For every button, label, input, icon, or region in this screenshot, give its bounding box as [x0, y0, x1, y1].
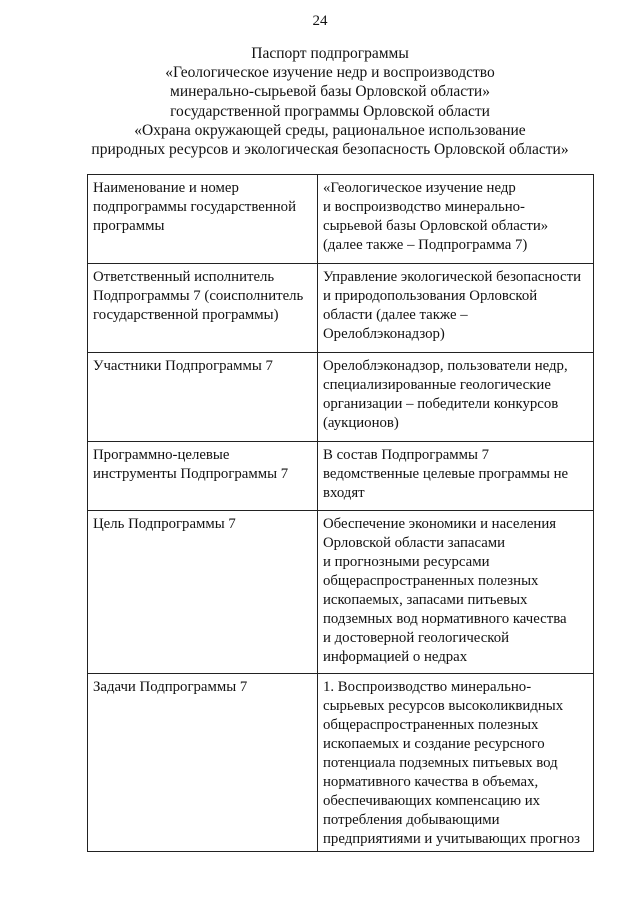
row-value: Обеспечение экономики и населения Орловской области запасами и прогнозными ресурсами общераспространенных полезных ископаемых, запасами питьевых подземных вод нормативного качества и достоверной геологической информацией о недрах: [323, 516, 567, 665]
passport-table: [87, 174, 594, 852]
heading-line: государственной программы Орловской области: [170, 102, 490, 120]
row-value: «Геологическое изучение недр и воспроизводство минерально- сырьевой базы Орловской области» (далее также – Подпрограмма 7): [323, 180, 549, 253]
row-value-cell: [318, 442, 594, 511]
row-label-cell: [88, 511, 318, 674]
row-label-cell: [88, 264, 318, 353]
table-row: [88, 353, 594, 442]
row-label: Задачи Подпрограммы 7: [93, 679, 248, 695]
row-label: Участники Подпрограммы 7: [93, 358, 273, 374]
document-heading: [60, 44, 600, 159]
row-value: 1. Воспроизводство минерально- сырьевых ресурсов высоколиквидных общераспространенных полезных ископаемых и создание ресурсного потенциала подземных питьевых вод нормативного качества в объемах, обеспечивающих компенсацию их потребления добывающими предприятиями и учитывающих прогноз: [323, 679, 580, 847]
table-row: [88, 175, 594, 264]
row-label: Цель Подпрограммы 7: [93, 516, 236, 532]
heading-line: природных ресурсов и экологическая безопасность Орловской области»: [91, 141, 569, 159]
row-value: Управление экологической безопасности и природопользования Орловской области (далее также – Орелоблэконадзор): [323, 269, 581, 342]
row-label-cell: [88, 674, 318, 852]
row-value-cell: [318, 175, 594, 264]
heading-line: минерально-сырьевой базы Орловской области»: [170, 83, 490, 101]
heading-line: «Геологическое изучение недр и воспроизводство: [165, 64, 495, 82]
table-row: [88, 264, 594, 353]
row-value-cell: [318, 511, 594, 674]
row-label: Программно-целевые инструменты Подпрограммы 7: [93, 447, 289, 482]
row-label-cell: [88, 175, 318, 264]
heading-line: Паспорт подпрограммы: [251, 45, 409, 62]
table-row: [88, 674, 594, 852]
table-row: [88, 511, 594, 674]
row-value-cell: [318, 674, 594, 852]
row-value: В состав Подпрограммы 7 ведомственные целевые программы не входят: [323, 447, 569, 501]
row-value-cell: [318, 353, 594, 442]
row-value-cell: [318, 264, 594, 353]
page-number: 24: [312, 13, 328, 29]
table-row: [88, 442, 594, 511]
row-label-cell: [88, 442, 318, 511]
row-label-cell: [88, 353, 318, 442]
row-value: Орелоблэконадзор, пользователи недр, специализированные геологические организации – победители конкурсов (аукционов): [323, 358, 568, 431]
heading-line: «Охрана окружающей среды, рациональное использование: [134, 121, 526, 139]
row-label: Наименование и номер подпрограммы государственной программы: [93, 180, 296, 234]
row-label: Ответственный исполнитель Подпрограммы 7 (соисполнитель государственной программы): [93, 269, 304, 323]
